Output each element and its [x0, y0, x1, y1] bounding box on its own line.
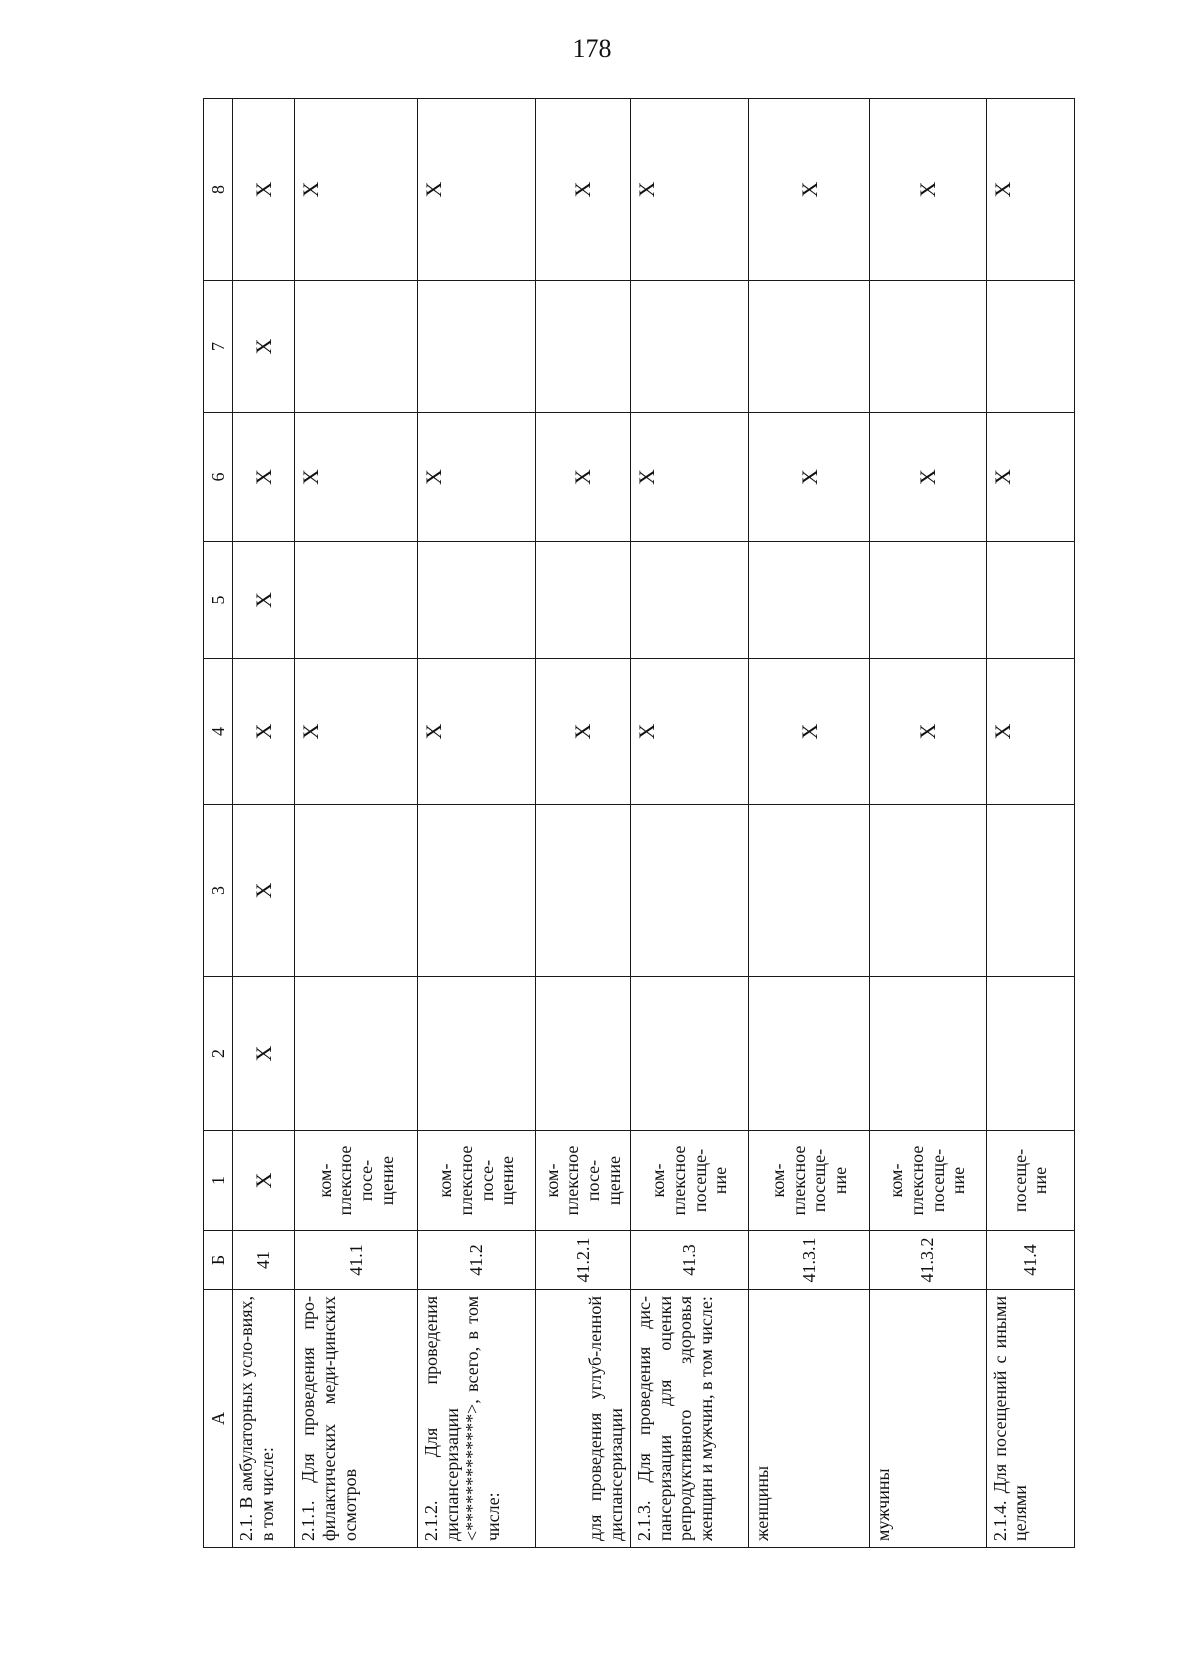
cell-8: Х	[417, 99, 536, 281]
header-cell-7: 7	[204, 281, 233, 413]
cell-3	[295, 805, 418, 977]
data-table	[203, 98, 1075, 1548]
cell-6: Х	[295, 413, 418, 542]
cell-5	[986, 542, 1074, 659]
cell-2: Х	[233, 977, 295, 1131]
cell-4: Х	[417, 659, 536, 805]
cell-8: Х	[536, 99, 630, 281]
header-cell-2: 2	[204, 977, 233, 1131]
table-row	[233, 99, 295, 1548]
cell-3: Х	[233, 805, 295, 977]
cell-7	[749, 281, 870, 413]
header-cell-8: 8	[204, 99, 233, 281]
table-row	[630, 99, 749, 1548]
cell-3	[869, 805, 986, 977]
cell-1: ком-плексное посеще-ние	[630, 1131, 749, 1231]
header-cell-a: А	[204, 1290, 233, 1548]
cell-1: посеще-ние	[986, 1131, 1074, 1231]
header-cell-5: 5	[204, 542, 233, 659]
table-row	[749, 99, 870, 1548]
cell-6: Х	[417, 413, 536, 542]
cell-5	[417, 542, 536, 659]
cell-1: ком-плексное посе-щение	[295, 1131, 418, 1231]
header-cell-6: 6	[204, 413, 233, 542]
table-row	[986, 99, 1074, 1548]
table-row	[295, 99, 418, 1548]
table-row	[536, 99, 630, 1548]
row-code: 41.3.2	[869, 1231, 986, 1290]
cell-8: Х	[233, 99, 295, 281]
cell-5	[536, 542, 630, 659]
cell-3	[417, 805, 536, 977]
row-label: 2.1.4. Для посещений с иными целями	[986, 1290, 1074, 1548]
cell-8: Х	[630, 99, 749, 281]
cell-3	[630, 805, 749, 977]
row-code: 41.3	[630, 1231, 749, 1290]
cell-3	[986, 805, 1074, 977]
row-label: женщины	[749, 1290, 870, 1548]
cell-4: Х	[630, 659, 749, 805]
page-number: 178	[572, 34, 612, 63]
row-label: 2.1.3. Для проведения дис-пансеризации для оценки репродуктивного здоровья женщин и мужчин, в том числе:	[630, 1290, 749, 1548]
cell-6: Х	[749, 413, 870, 542]
cell-2	[417, 977, 536, 1131]
row-label: 2.1.1. Для проведения про-филактических меди-цинских осмотров	[295, 1290, 418, 1548]
cell-5	[630, 542, 749, 659]
cell-8: Х	[295, 99, 418, 281]
cell-4: Х	[986, 659, 1074, 805]
table-container	[203, 99, 1075, 1548]
cell-1: ком-плексное посеще-ние	[749, 1131, 870, 1231]
row-code: 41	[233, 1231, 295, 1290]
cell-7	[536, 281, 630, 413]
cell-5: Х	[233, 542, 295, 659]
cell-1: ком-плексное посеще-ние	[869, 1131, 986, 1231]
cell-6: Х	[986, 413, 1074, 542]
cell-2	[869, 977, 986, 1131]
header-cell-1: 1	[204, 1131, 233, 1231]
row-code: 41.4	[986, 1231, 1074, 1290]
cell-2	[630, 977, 749, 1131]
cell-4: Х	[869, 659, 986, 805]
cell-6: Х	[869, 413, 986, 542]
row-code: 41.2.1	[536, 1231, 630, 1290]
table-row	[417, 99, 536, 1548]
cell-2	[986, 977, 1074, 1131]
row-label: для проведения углуб-ленной диспансеризации	[536, 1290, 630, 1548]
cell-7	[417, 281, 536, 413]
cell-6: Х	[233, 413, 295, 542]
cell-2	[295, 977, 418, 1131]
row-label: 2.1.2. Для проведения диспансеризации <*************>, всего, в том числе:	[417, 1290, 536, 1548]
cell-7: Х	[233, 281, 295, 413]
cell-4: Х	[536, 659, 630, 805]
cell-3	[749, 805, 870, 977]
cell-8: Х	[869, 99, 986, 281]
cell-7	[869, 281, 986, 413]
cell-2	[749, 977, 870, 1131]
cell-5	[295, 542, 418, 659]
header-cell-3: 3	[204, 805, 233, 977]
row-label: 2.1. В амбулаторных усло-виях, в том числе:	[233, 1290, 295, 1548]
cell-7	[986, 281, 1074, 413]
row-label: мужчины	[869, 1290, 986, 1548]
header-cell-b: Б	[204, 1231, 233, 1290]
cell-1: ком-плексное посе-щение	[536, 1131, 630, 1231]
row-code: 41.2	[417, 1231, 536, 1290]
cell-5	[869, 542, 986, 659]
cell-6: Х	[536, 413, 630, 542]
header-cell-4: 4	[204, 659, 233, 805]
cell-1: ком-плексное посе-щение	[417, 1131, 536, 1231]
cell-7	[630, 281, 749, 413]
header-row	[204, 99, 233, 1548]
table-row	[869, 99, 986, 1548]
cell-5	[749, 542, 870, 659]
cell-8: Х	[749, 99, 870, 281]
cell-4: Х	[749, 659, 870, 805]
cell-1: Х	[233, 1131, 295, 1231]
row-code: 41.1	[295, 1231, 418, 1290]
cell-4: Х	[233, 659, 295, 805]
cell-2	[536, 977, 630, 1131]
cell-8: Х	[986, 99, 1074, 281]
cell-6: Х	[630, 413, 749, 542]
cell-3	[536, 805, 630, 977]
cell-7	[295, 281, 418, 413]
cell-4: Х	[295, 659, 418, 805]
row-code: 41.3.1	[749, 1231, 870, 1290]
